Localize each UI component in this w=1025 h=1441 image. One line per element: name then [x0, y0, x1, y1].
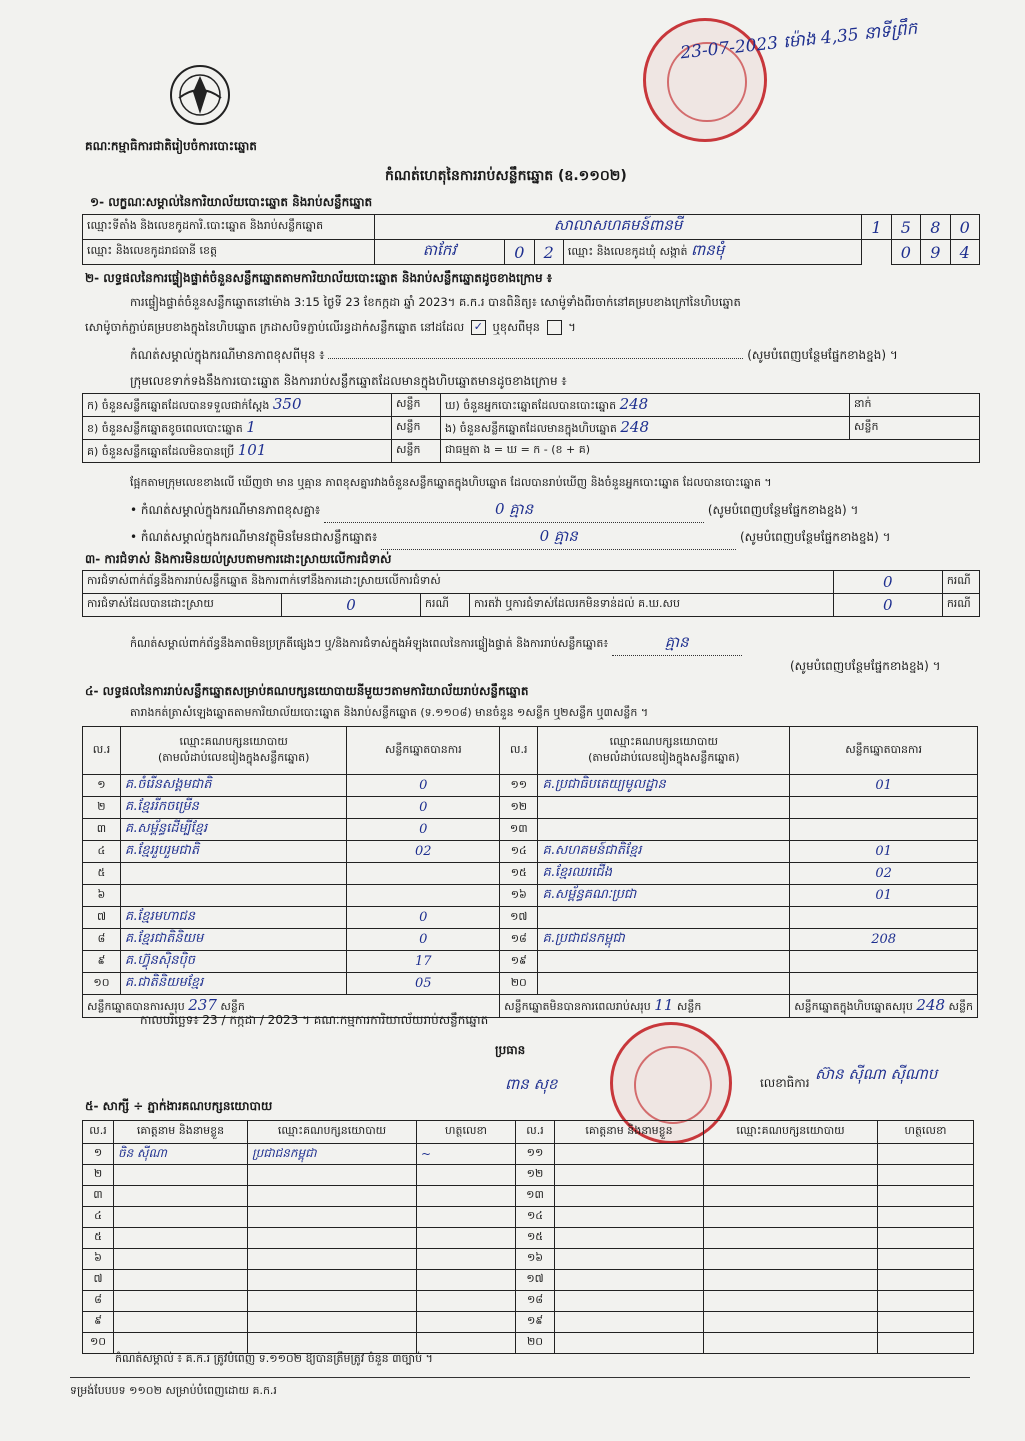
unit-case: ករណី — [942, 594, 979, 617]
row-number: ១២ — [500, 797, 538, 819]
col-votes: សន្លឹកឆ្នោតបានការ — [347, 727, 500, 775]
row-number: ៨ — [83, 929, 121, 951]
commune-value: ពានមុំ — [690, 241, 725, 259]
party-votes — [347, 885, 500, 907]
table-row — [83, 841, 978, 863]
witness-party — [248, 1333, 417, 1354]
party-votes: 01 — [790, 885, 978, 907]
row-number: ១ — [83, 775, 121, 797]
witness-signature — [878, 1249, 974, 1270]
witness-party — [704, 1186, 878, 1207]
party-name — [538, 907, 790, 929]
party-name: គ.ហ៊្វុនស៊ិនប៉ិច — [120, 951, 347, 973]
party-name: គ.ខ្មែររួបរួមជាតិ — [120, 841, 347, 863]
row-number: ១ — [83, 1144, 114, 1165]
row-number: ៨ — [83, 1291, 114, 1312]
row-number: ២ — [83, 797, 121, 819]
witness-name — [555, 1333, 704, 1354]
witness-party — [248, 1228, 417, 1249]
unresolved-value: 0 — [833, 594, 942, 617]
witness-signature — [878, 1144, 974, 1165]
row-number: ១០ — [83, 1333, 114, 1354]
code-digit: 1 — [862, 215, 891, 240]
col-party-sub: (តាមលំដាប់លេខរៀងក្នុងសន្លឹកឆ្នោត) — [588, 750, 740, 764]
witness-signature — [878, 1165, 974, 1186]
section4-title: ៤- លទ្ធផលនៃការរាប់សន្លឹកឆ្នោតសម្រាប់គណបក្សនយោបាយនីមួយៗតាមការិយាល័យរាប់សន្លឹកឆ្នោត — [85, 684, 529, 698]
row-number: ៩ — [83, 951, 121, 973]
unit: សន្លឹក — [676, 1000, 702, 1013]
footer-note: កំណត់សម្គាល់ ៖ គ.ក.រ ត្រូវបំពេញ ទ.១១០២ ឱ្យបានត្រឹមត្រូវ ចំនួន ៣ច្បាប់ ។ — [115, 1352, 433, 1365]
section3-title: ៣- ការជំទាស់ និងការមិនយល់ស្របតាមការដោះស្រាយលើការជំទាស់ — [85, 552, 392, 566]
col-no: ល.រ — [83, 1121, 114, 1144]
commune-label: ឈ្មោះ និងលេខកូដឃុំ សង្កាត់ — [567, 245, 688, 258]
objections-table — [82, 570, 980, 617]
resolved-label: ការជំទាស់ដែលបានដោះស្រាយ — [83, 594, 282, 617]
irregularity-value: គ្មាន — [612, 633, 742, 656]
witness-signature — [417, 1207, 516, 1228]
witness-signature — [878, 1333, 974, 1354]
table-row — [83, 1207, 974, 1228]
fill-note: (សូមបំពេញបន្ថែមផ្នែកខាងខ្នង) ។ — [739, 530, 891, 544]
witness-name — [114, 1186, 248, 1207]
party-votes — [790, 819, 978, 841]
table-row — [83, 885, 978, 907]
footer-divider — [70, 1377, 970, 1378]
voters-label: ឃ) ចំនួនអ្នកបោះឆ្នោតដែលបានបោះឆ្នោត — [445, 399, 617, 412]
witness-signature — [878, 1207, 974, 1228]
col-party: ឈ្មោះគណបក្សនយោបាយ — [704, 1121, 878, 1144]
witness-party — [248, 1165, 417, 1186]
formula: ជាធម្មតា ង = ឃ = ក - (ខ + គ) — [441, 440, 980, 463]
witness-party: ប្រជាជនកម្ពុជា — [248, 1144, 417, 1165]
party-name — [538, 973, 790, 995]
col-party: ឈ្មោះគណបក្សនយោបាយ — [609, 734, 718, 748]
witness-name — [555, 1165, 704, 1186]
row-number: ១១ — [516, 1144, 555, 1165]
row-number: ៧ — [83, 1270, 114, 1291]
witness-name — [114, 1270, 248, 1291]
party-votes — [790, 951, 978, 973]
row-number: ៥ — [83, 863, 121, 885]
row-number: ៦ — [83, 1249, 114, 1270]
party-name: គ.ខ្មែររីកចម្រើន — [120, 797, 347, 819]
unused-label: គ) ចំនួនសន្លឹកឆ្នោតដែលមិនបានប្រើ — [87, 445, 235, 458]
data-intro: ក្រុមលេខទាក់ទងនឹងការបោះឆ្នោត និងការរាប់សន្លឹកឆ្នោតដែលមានក្នុងហិបឆ្នោតមានដូចខាងក្រោម ៖ — [130, 374, 567, 388]
witness-name — [555, 1291, 704, 1312]
witness-name — [555, 1186, 704, 1207]
witness-party — [248, 1249, 417, 1270]
witness-signature: ~ — [417, 1144, 516, 1165]
party-votes: 02 — [790, 863, 978, 885]
party-name: គ.ប្រជាជនកម្ពុជា — [538, 929, 790, 951]
witness-party — [704, 1207, 878, 1228]
party-name — [538, 797, 790, 819]
resolved-value: 0 — [282, 594, 421, 617]
col-sign: ហត្ថលេខា — [878, 1121, 974, 1144]
party-name — [120, 885, 347, 907]
party-name: គ.ខ្មែរជាតិនិយម — [120, 929, 347, 951]
date-line: កាលបរិច្ឆេទ៖ 23 / កក្កដា / 2023 ។ គណៈកម្មការការិយាល័យរាប់សន្លឹកឆ្នោត — [140, 1013, 489, 1027]
witness-party — [704, 1270, 878, 1291]
table-row — [83, 1249, 974, 1270]
row-number: ១៨ — [500, 929, 538, 951]
party-name: គ.សម្ព័ន្ធដើម្បីខ្មែរ — [120, 819, 347, 841]
party-name: គ.ប្រជាធិបតេយ្យមូលដ្ឋាន — [538, 775, 790, 797]
witness-signature — [417, 1333, 516, 1354]
witness-name: ចិន ស៊ីណា — [114, 1144, 248, 1165]
witness-name — [555, 1312, 704, 1333]
row-number: ១៩ — [516, 1312, 555, 1333]
witness-name — [555, 1228, 704, 1249]
table-row — [83, 1144, 974, 1165]
received-label: ក) ចំនួនសន្លឹកឆ្នោតដែលបានទទួលជាក់ស្តែង — [87, 399, 270, 412]
party-name: គ.ចំរើនសង្គមជាតិ — [120, 775, 347, 797]
fill-note: (សូមបំពេញបន្ថែមផ្នែកខាងខ្នង) ។ — [790, 659, 941, 673]
spoiled-label: ខ) ចំនួនសន្លឹកឆ្នោតខូចពេលបោះឆ្នោត — [87, 422, 243, 435]
row-number: ១៧ — [516, 1270, 555, 1291]
witness-signature — [417, 1186, 516, 1207]
section5-title: ៥- សាក្សី ÷ ភ្នាក់ងារគណបក្សនយោបាយ — [85, 1099, 273, 1113]
received-value: 350 — [272, 395, 302, 413]
party-name — [120, 863, 347, 885]
voters-value: 248 — [619, 395, 649, 413]
witness-party — [248, 1186, 417, 1207]
witness-name — [555, 1249, 704, 1270]
witness-party — [704, 1144, 878, 1165]
commission-name: គណៈកម្មាធិការជាតិរៀបចំការបោះឆ្នោត — [85, 139, 257, 153]
table-row — [83, 1186, 974, 1207]
commune-code: 0 — [891, 240, 920, 265]
row-number: ៣ — [83, 819, 121, 841]
bullet-foreign-object: • កំណត់សម្គាល់ក្នុងករណីមានវត្ថុមិនមែនជាសន្លឹកឆ្នោត៖ — [130, 530, 378, 544]
col-no: ល.រ — [83, 727, 121, 775]
secretary-signature: ស៊ាន ស៊ីណា ស៊ីណាប — [815, 1065, 938, 1083]
table-row — [83, 1333, 974, 1354]
table-row — [83, 951, 978, 973]
fill-note: (សូមបំពេញបន្ថែមផ្នែកខាងខ្នង) ។ — [747, 348, 898, 362]
witness-name — [114, 1207, 248, 1228]
party-votes: 208 — [790, 929, 978, 951]
objection-label: ការជំទាស់ពាក់ព័ន្ធនឹងការរាប់សន្លឹកឆ្នោត និងការពាក់ទៅនឹងការដោះស្រាយលើការជំទាស់ — [83, 571, 834, 594]
table-row — [83, 907, 978, 929]
form-title: កំណត់ហេតុនៃការរាប់សន្លឹកឆ្នោត (ឧ.១១០២) — [385, 168, 627, 184]
code-digit: 5 — [891, 215, 920, 240]
spoiled-value: 1 — [246, 418, 256, 436]
witness-party — [704, 1333, 878, 1354]
witness-signature — [878, 1270, 974, 1291]
party-votes: 0 — [347, 929, 500, 951]
code-digit: 0 — [950, 215, 980, 240]
witness-party — [248, 1312, 417, 1333]
table-row — [83, 1291, 974, 1312]
checkbox-different[interactable] — [547, 320, 562, 335]
stamp-handwriting: 23-07-2023 ម៉ោង 4,35 នាទីព្រឹក — [679, 18, 919, 64]
col-name: គោត្តនាម និងនាមខ្លួន — [555, 1121, 704, 1144]
party-votes — [347, 863, 500, 885]
witness-name — [555, 1270, 704, 1291]
fill-note: (សូមបំពេញបន្ថែមផ្នែកខាងខ្នង) ។ — [707, 503, 859, 517]
witness-party — [248, 1291, 417, 1312]
row-number: ១៤ — [500, 841, 538, 863]
unit: សន្លឹក — [392, 394, 441, 417]
row-number: ៥ — [83, 1228, 114, 1249]
party-votes: 0 — [347, 819, 500, 841]
party-votes: 01 — [790, 775, 978, 797]
section1-title: ១- លក្ខណៈសម្គាល់នៃការិយាល័យបោះឆ្នោត និងរាប់សន្លឹកឆ្នោត — [90, 195, 373, 209]
commune-code: 9 — [921, 240, 950, 265]
witness-name — [555, 1144, 704, 1165]
ballot-counts-table — [82, 393, 980, 463]
party-name: គ.ខ្មែរឈរជើង — [538, 863, 790, 885]
table-row — [83, 863, 978, 885]
row-number: ១៧ — [500, 907, 538, 929]
witness-name — [114, 1249, 248, 1270]
witness-name — [114, 1291, 248, 1312]
row-number: ២ — [83, 1165, 114, 1186]
chair-label: ប្រធាន — [495, 1043, 526, 1057]
col-party: ឈ្មោះគណបក្សនយោបាយ — [248, 1121, 417, 1144]
witness-party — [248, 1270, 417, 1291]
witness-name — [114, 1333, 248, 1354]
row-number: ៧ — [83, 907, 121, 929]
witness-party — [704, 1249, 878, 1270]
witness-signature — [417, 1165, 516, 1186]
province-code: 2 — [534, 240, 563, 265]
party-name: គ.ជាតិនិយមខ្មែរ — [120, 973, 347, 995]
witness-table — [82, 1120, 974, 1354]
verification-paragraph: ការផ្ទៀងផ្ទាត់ចំនួនសន្លឹកឆ្នោតនៅម៉ោង 3:15 ថ្ងៃទី 23 ខែកក្កដា ឆ្នាំ 2023។ គ.ក.រ បានពិនិត្យ៖ សោម៉ូទាំងពីរចាក់នៅគម្របខាងក្រៅនៃហិបឆ្នោត — [130, 295, 741, 309]
col-party-sub: (តាមលំដាប់លេខរៀងក្នុងសន្លឹកឆ្នោត) — [157, 750, 310, 764]
foreign-object-value: 0 គ្មាន — [381, 527, 736, 550]
total-invalid-label: សន្លឹកឆ្នោតមិនបានការពេលរាប់សរុប — [504, 1000, 651, 1013]
row-number: ១៦ — [516, 1249, 555, 1270]
note-label: កំណត់សម្គាល់ក្នុងករណីមានភាពខុសពីមុន ៖ — [130, 348, 325, 362]
option-different-label: ឬខុសពីមុន — [492, 320, 540, 334]
objection-value: 0 — [833, 571, 942, 594]
table-row — [83, 1270, 974, 1291]
unit: សន្លឹក — [220, 1000, 245, 1013]
row-number: ១២ — [516, 1165, 555, 1186]
code-digit: 8 — [921, 215, 950, 240]
witness-party — [704, 1312, 878, 1333]
col-name: គោត្តនាម និងនាមខ្លួន — [114, 1121, 248, 1144]
party-votes: 05 — [347, 973, 500, 995]
witness-party — [704, 1291, 878, 1312]
location-value: សាលាសហគមន៍ពានមី — [374, 215, 862, 240]
col-votes: សន្លឹកឆ្នោតបានការ — [790, 727, 978, 775]
party-votes — [790, 907, 978, 929]
unit: សន្លឹក — [948, 1000, 973, 1013]
col-party: ឈ្មោះគណបក្សនយោបាយ — [179, 734, 288, 748]
location-table — [82, 214, 980, 265]
party-name — [538, 819, 790, 841]
chair-signature: ពាន សុខ — [505, 1075, 558, 1093]
footer-form-label: ទម្រង់បែបបទ ១១០២ សម្រាប់បំពេញដោយ គ.ក.រ — [70, 1384, 277, 1397]
section4-intro: តារាងកត់ត្រាសំឡេងឆ្នោតតាមការិយាល័យបោះឆ្នោត និងរាប់សន្លឹកឆ្នោត (ទ.១១០៨) មានចំនួន ១សន្លឹក ឬ២សន្លឹក ឬ៣សន្លឹក ។ — [130, 706, 649, 719]
row-number: ១៩ — [500, 951, 538, 973]
section2-title: ២- លទ្ធផលនៃការផ្ទៀងផ្ទាត់ចំនួនសន្លឹកឆ្នោតតាមការិយាល័យបោះឆ្នោត និងរាប់សន្លឹកឆ្នោតដូចខាងក្រោម ៖ — [85, 271, 553, 285]
verification-paragraph-2: សោម៉ូចាក់ភ្ជាប់គម្របខាងក្នុងនៃហិបឆ្នោត ក្រដាសបិទភ្ជាប់លើរន្ធដាក់សន្លឹកឆ្នោត នៅដដែល — [85, 320, 465, 334]
witness-signature — [417, 1291, 516, 1312]
in-box-value: 248 — [620, 418, 650, 436]
total-box: 248 — [916, 996, 946, 1014]
row-number: ៤ — [83, 1207, 114, 1228]
row-number: ៦ — [83, 885, 121, 907]
unit-case: ករណី — [942, 571, 979, 594]
col-no: ល.រ — [516, 1121, 555, 1144]
results-table — [82, 726, 978, 1018]
table-row — [83, 1165, 974, 1186]
table-row — [83, 973, 978, 995]
col-sign: ហត្ថលេខា — [417, 1121, 516, 1144]
table-row — [83, 775, 978, 797]
commune-code: 4 — [950, 240, 980, 265]
witness-name — [555, 1207, 704, 1228]
location-label: ឈ្មោះទីតាំង និងលេខកូដការិ.បោះឆ្នោត និងរាប់សន្លឹកឆ្នោត — [83, 215, 375, 240]
unused-value: 101 — [237, 441, 267, 459]
row-number: ១៣ — [500, 819, 538, 841]
witness-signature — [878, 1291, 974, 1312]
ballot-count-form: គណៈកម្មាធិការជាតិរៀបចំការបោះឆ្នោត 23-07-2023 ម៉ោង 4,35 នាទីព្រឹក កំណត់ហេតុនៃការរាប់សន្លឹកឆ្នោត (ឧ.១១០២) ១- លក្ខណៈសម្គាល់នៃការិយាល័យបោះឆ្នោត និងរាប់សន្លឹកឆ្នោត ឈ្មោះទីតាំង និងលេខកូដការិ.បោះឆ្នោត និងរាប់សន្លឹកឆ្នោត សាលាសហគមន៍ពានមី 1 5 8 0 ឈ្មោះ និងលេខកូដរាជធានី ខេត្ត តាកែវ 0 2 ឈ្មោះ និងលេខកូដឃុំ សង្កាត់ ពានមុំ 0 9 4 ២- លទ្ធផលនៃការផ្ទៀងផ្ទាត់ចំនួនសន្លឹកឆ្នោតតាមការិយាល័យបោះឆ្នោត និងរាប់សន្លឹកឆ្នោតដូចខាងក្រោម ៖ ការផ្ទៀងផ្ទាត់ចំនួនសន្លឹកឆ្នោតនៅម៉ោង 3:15 ថ្ងៃទី 23 ខែកក្កដា ឆ្នាំ 2023។ គ.ក.រ បានពិនិត្យ៖ សោម៉ូទាំងពីរចាក់នៅគម្របខាងក្រៅនៃហិបឆ្នោត សោម៉ូចាក់ភ្ជាប់គម្របខាងក្នុងនៃហិបឆ្នោត ក្រដាសបិទភ្ជាប់លើរន្ធដាក់សន្លឹកឆ្នោត នៅដដែល ✓ ឬខុសពីមុន ។ កំណត់សម្គាល់ក្នុងករណីមានភាពខុសពីមុន ៖ (សូមបំពេញបន្ថែមផ្នែកខាងខ្នង) ។ ក្រុមលេខទាក់ទងនឹងការបោះឆ្នោត និងការរាប់សន្លឹកឆ្នោតដែលមានក្នុងហិបឆ្នោតមានដូចខាងក្រោម ៖ ក) ចំនួនសន្លឹកឆ្នោតដែលបានទទួលជាក់ស្តែង 350 សន្លឹក ឃ) ចំនួនអ្នកបោះឆ្នោតដែលបានបោះឆ្នោត 248 នាក់ ខ) ចំនួនសន្លឹកឆ្នោតខូចពេលបោះឆ្នោត 1 សន្លឹក ង) ចំនួនសន្លឹកឆ្នោតដែលមានក្នុងហិបឆ្នោត 248 សន្លឹក គ) ចំនួនសន្លឹកឆ្នោតដែលមិនបានប្រើ 101 សន្លឹក ជាធម្មតា ង = ឃ = ក - (ខ + គ) ផ្អែកតាមក្រុមលេខខាងលើ ឃើញថា មាន ឬគ្មាន ភាពខុសគ្នារវាងចំនួនសន្លឹកឆ្នោតក្នុងហិបឆ្នោត ដែលបានរាប់ឃើញ និងចំនួនអ្នកបោះឆ្នោត ដែលបានបោះឆ្នោត ។ • កំណត់សម្គាល់ក្នុងករណីមានភាពខុសគ្នា៖ 0 គ្មាន (សូមបំពេញបន្ថែមផ្នែកខាងខ្នង) ។ • កំណត់សម្គាល់ក្នុងករណីមានវត្ថុមិនមែនជាសន្លឹកឆ្នោត៖ 0 គ្មាន (សូមបំពេញបន្ថែមផ្នែកខាងខ្នង) ។ ៣- ការជំទាស់ និងការមិនយល់ស្របតាមការដោះស្រាយលើការជំទាស់ ការជំទាស់ពាក់ព័ន្ធនឹងការរាប់សន្លឹកឆ្នោត និងការពាក់ទៅនឹងការដោះស្រាយលើការជំទាស់ 0 ករណី ការជំទាស់ដែលបានដោះស្រាយ 0 ករណី ការតវ៉ា ឬការជំទាស់ដែលរកមិនទាន់ដល់ គ.ឃ.សប 0 ករណី កំណត់សម្គាល់ពាក់ព័ន្ធនឹងភាពមិនប្រក្រតីផ្សេងៗ ឬ/និងការជំទាស់ក្នុងអំឡុងពេលនៃការផ្ទៀងផ្ទាត់ និងការរាប់សន្លឹកឆ្នោត៖ គ្មាន (សូមបំពេញបន្ថែមផ្នែកខាងខ្នង) ។ ៤- លទ្ធផលនៃការរាប់សន្លឹកឆ្នោតសម្រាប់គណបក្សនយោបាយនីមួយៗតាមការិយាល័យរាប់សន្លឹកឆ្នោត តារាងកត់ត្រាសំឡេងឆ្នោតតាមការិយាល័យបោះឆ្នោត និងរាប់សន្លឹកឆ្នោត (ទ.១១០៨) មានចំនួន ១សន្លឹក ឬ២សន្លឹក ឬ៣សន្លឹក ។ ល.រ ឈ្មោះគណបក្សនយោបាយ (តាមលំដាប់លេខរៀងក្នុងសន្លឹកឆ្នោត) សន្លឹកឆ្នោតបានការ ល.រ ឈ្មោះគណបក្សនយោបាយ (តាមលំដាប់លេខរៀងក្នុងសន្លឹកឆ្នោត) សន្លឹកឆ្នោតបានការ ១ គ.ចំរើនសង្គមជាតិ 0 ១១ គ.ប្រជាធិបតេយ្យមូលដ្ឋាន 01 ២ គ.ខ្មែររីកចម្រើន 0 ១២ ៣ គ.សម្ព័ន្ធដើម្បីខ្មែរ 0 ១៣ ៤ គ.ខ្មែររួបរួមជាតិ 02 ១៤ គ.សហគមន៍ជាតិខ្មែរ 01 ៥ ១៥ គ.ខ្មែរឈរជើង 02 ៦ ១៦ គ.សម្ព័ន្ធគណៈប្រជា 01 ៧ គ.ខ្មែរមហាជន 0 ១៧ ៨ គ.ខ្មែរជាតិនិយម 0 ១៨ គ.ប្រជាជនកម្ពុជា 208 ៩ គ.ហ៊្វុនស៊ិនប៉ិច 17 ១៩ ១០ គ.ជាតិនិយមខ្មែរ 05 ២០ សន្លឹកឆ្នោតបានការសរុប 237 សន្លឹក សន្លឹកឆ្នោតមិនបានការពេលរាប់សរុប 11 សន្លឹក សន្លឹកឆ្នោតក្នុងហិបឆ្នោតសរុប 248 សន្លឹក កាលបរិច្ឆេទ៖ 23 / កក្កដា / 2023 ។ គណៈកម្មការការិយាល័យរាប់សន្លឹកឆ្នោត ប្រធាន ពាន សុខ លេខាធិការ ស៊ាន ស៊ីណា ស៊ីណាប ៥- សាក្សី ÷ ភ្នាក់ងារគណបក្សនយោបាយ ល.រ គោត្តនាម និងនាមខ្លួន ឈ្មោះគណបក្សនយោបាយ ហត្ថលេខា ល.រ គោត្តនាម និងនាមខ្លួន ឈ្មោះគណបក្សនយោបាយ ហត្ថលេខា ១ ចិន ស៊ីណា ប្រជាជនកម្ពុជា ~ ១១ ២ ១២ ៣ ១៣ ៤ ១៤ ៥ ១៥ ៦ ១៦ ៧ ១៧ ៨ ១៨ ៩ ១៩ ១០ ២០ កំណត់សម្គាល់ ៖ គ.ក.រ ត្រូវបំពេញ ទ.១១០២ ឱ្យបានត្រឹមត្រូវ ចំនួន ៣ច្បាប់ ។ ទម្រង់បែបបទ ១១០២ សម្រាប់បំពេញដោយ គ.ក.រ — [0, 0, 1025, 1441]
row-number: ៩ — [83, 1312, 114, 1333]
table-row — [83, 1228, 974, 1249]
witness-name — [114, 1228, 248, 1249]
row-number: ១៦ — [500, 885, 538, 907]
secretary-label: លេខាធិការ — [760, 1076, 810, 1090]
witness-signature — [417, 1249, 516, 1270]
province-code: 0 — [505, 240, 534, 265]
unresolved-label: ការតវ៉ា ឬការជំទាស់ដែលរកមិនទាន់ដល់ គ.ឃ.សប — [470, 594, 834, 617]
party-votes: 0 — [347, 775, 500, 797]
unit: សន្លឹក — [850, 417, 980, 440]
party-votes — [790, 797, 978, 819]
witness-party — [248, 1207, 417, 1228]
total-valid: 237 — [188, 996, 217, 1014]
witness-name — [114, 1165, 248, 1186]
witness-signature — [878, 1186, 974, 1207]
row-number: ១១ — [500, 775, 538, 797]
table-row — [83, 929, 978, 951]
difference-value: 0 គ្មាន — [324, 500, 704, 523]
table-row — [83, 797, 978, 819]
irregularity-note: កំណត់សម្គាល់ពាក់ព័ន្ធនឹងភាពមិនប្រក្រតីផ្សេងៗ ឬ/និងការជំទាស់ក្នុងអំឡុងពេលនៃការផ្ទៀងផ្ទាត់ និងការរាប់សន្លឹកឆ្នោត៖ — [130, 637, 609, 650]
unit: សន្លឹក — [392, 417, 441, 440]
witness-signature — [878, 1312, 974, 1333]
row-number: ២០ — [516, 1333, 555, 1354]
witness-party — [704, 1165, 878, 1186]
in-box-label: ង) ចំនួនសន្លឹកឆ្នោតដែលមានក្នុងហិបឆ្នោត — [445, 422, 617, 435]
party-name: គ.សម្ព័ន្ធគណៈប្រជា — [538, 885, 790, 907]
total-invalid: 11 — [654, 996, 674, 1014]
row-number: ១៥ — [500, 863, 538, 885]
emblem-icon — [165, 62, 235, 128]
party-votes: 02 — [347, 841, 500, 863]
row-number: ៤ — [83, 841, 121, 863]
party-name — [538, 951, 790, 973]
party-votes: 01 — [790, 841, 978, 863]
party-name: គ.ខ្មែរមហាជន — [120, 907, 347, 929]
table-row — [83, 1312, 974, 1333]
col-no: ល.រ — [500, 727, 538, 775]
party-votes — [790, 973, 978, 995]
unit-case: ករណី — [421, 594, 470, 617]
total-valid-label: សន្លឹកឆ្នោតបានការសរុប — [87, 1000, 185, 1013]
unit: នាក់ — [850, 394, 980, 417]
witness-signature — [878, 1228, 974, 1249]
row-number: ៣ — [83, 1186, 114, 1207]
checkbox-same[interactable]: ✓ — [471, 320, 486, 335]
total-box-label: សន្លឹកឆ្នោតក្នុងហិបឆ្នោតសរុប — [794, 1000, 913, 1013]
row-number: ១៥ — [516, 1228, 555, 1249]
row-number: ១៨ — [516, 1291, 555, 1312]
province-label: ឈ្មោះ និងលេខកូដរាជធានី ខេត្ត — [83, 240, 375, 265]
row-number: ២០ — [500, 973, 538, 995]
province-value: តាកែវ — [374, 240, 504, 265]
witness-name — [114, 1312, 248, 1333]
party-votes: 17 — [347, 951, 500, 973]
witness-signature — [417, 1228, 516, 1249]
party-votes: 0 — [347, 907, 500, 929]
party-votes: 0 — [347, 797, 500, 819]
row-number: ១៣ — [516, 1186, 555, 1207]
table-row — [83, 819, 978, 841]
party-name: គ.សហគមន៍ជាតិខ្មែរ — [538, 841, 790, 863]
row-number: ១៤ — [516, 1207, 555, 1228]
witness-party — [704, 1228, 878, 1249]
check-line: ផ្អែកតាមក្រុមលេខខាងលើ ឃើញថា មាន ឬគ្មាន ភាពខុសគ្នារវាងចំនួនសន្លឹកឆ្នោតក្នុងហិបឆ្នោត ដែលបានរាប់ឃើញ និងចំនួនអ្នកបោះឆ្នោត ដែលបានបោះឆ្នោត ។ — [130, 476, 772, 489]
bullet-difference: • កំណត់សម្គាល់ក្នុងករណីមានភាពខុសគ្នា៖ — [130, 503, 321, 517]
unit: សន្លឹក — [392, 440, 441, 463]
witness-signature — [417, 1312, 516, 1333]
witness-signature — [417, 1270, 516, 1291]
row-number: ១០ — [83, 973, 121, 995]
